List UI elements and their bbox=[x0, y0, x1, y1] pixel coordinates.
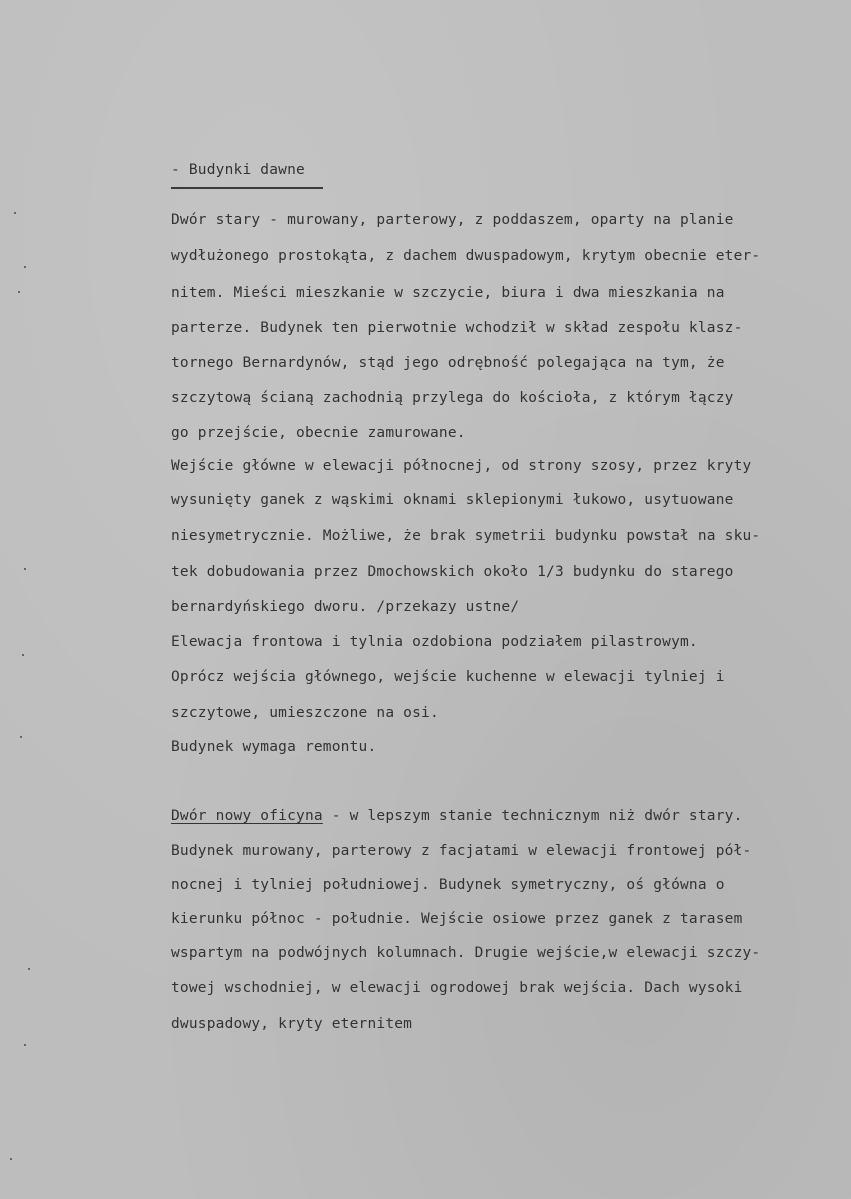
text-line: dwuspadowy, kryty eternitem bbox=[171, 1016, 413, 1032]
text-line: bernardyńskiego dworu. /przekazy ustne/ bbox=[171, 599, 520, 615]
section2-first-line-rest: - w lepszym stanie technicznym niż dwór stary. bbox=[322, 808, 743, 824]
text-line: Wejście główne w elewacji północnej, od strony szosy, przez kryty bbox=[171, 458, 752, 474]
text-line: parterze. Budynek ten pierwotnie wchodził w skład zespołu klasz- bbox=[171, 320, 743, 336]
text-line: go przejście, obecnie zamurowane. bbox=[171, 425, 466, 441]
text-line: wspartym na podwójnych kolumnach. Drugie wejście,w elewacji szczy- bbox=[171, 945, 761, 961]
section-heading: - Budynki dawne bbox=[171, 162, 305, 178]
text-line: towej wschodniej, w elewacji ogrodowej brak wejścia. Dach wysoki bbox=[171, 980, 743, 996]
text-line: szczytowe, umieszczone na osi. bbox=[171, 705, 439, 721]
heading-underline bbox=[171, 187, 323, 189]
section2-first-line bbox=[171, 808, 743, 824]
text-line: szczytową ścianą zachodnią przylega do kościoła, z którym łączy bbox=[171, 390, 734, 406]
text-line: tek dobudowania przez Dmochowskich około 1/3 budynku do starego bbox=[171, 564, 734, 580]
text-line: wysunięty ganek z wąskimi oknami sklepionymi łukowo, usytuowane bbox=[171, 492, 734, 508]
text-line: niesymetrycznie. Możliwe, że brak symetrii budynku powstał na sku- bbox=[171, 528, 761, 544]
text-line: Elewacja frontowa i tylnia ozdobiona podziałem pilastrowym. bbox=[171, 634, 698, 650]
text-line: Dwór stary - murowany, parterowy, z poddaszem, oparty na planie bbox=[171, 212, 734, 228]
text-line: nitem. Mieści mieszkanie w szczycie, biura i dwa mieszkania na bbox=[171, 285, 725, 301]
text-line: Budynek wymaga remontu. bbox=[171, 739, 377, 755]
section2-title: Dwór nowy oficyna bbox=[171, 808, 323, 824]
text-line: kierunku północ - południe. Wejście osiowe przez ganek z tarasem bbox=[171, 911, 743, 927]
text-line: wydłużonego prostokąta, z dachem dwuspadowym, krytym obecnie eter- bbox=[171, 248, 761, 264]
text-line: Oprócz wejścia głównego, wejście kuchenne w elewacji tylniej i bbox=[171, 669, 725, 685]
text-line: nocnej i tylniej południowej. Budynek symetryczny, oś główna o bbox=[171, 877, 725, 893]
text-line: Budynek murowany, parterowy z facjatami w elewacji frontowej pół- bbox=[171, 843, 752, 859]
text-line: tornego Bernardynów, stąd jego odrębność polegająca na tym, że bbox=[171, 355, 725, 371]
